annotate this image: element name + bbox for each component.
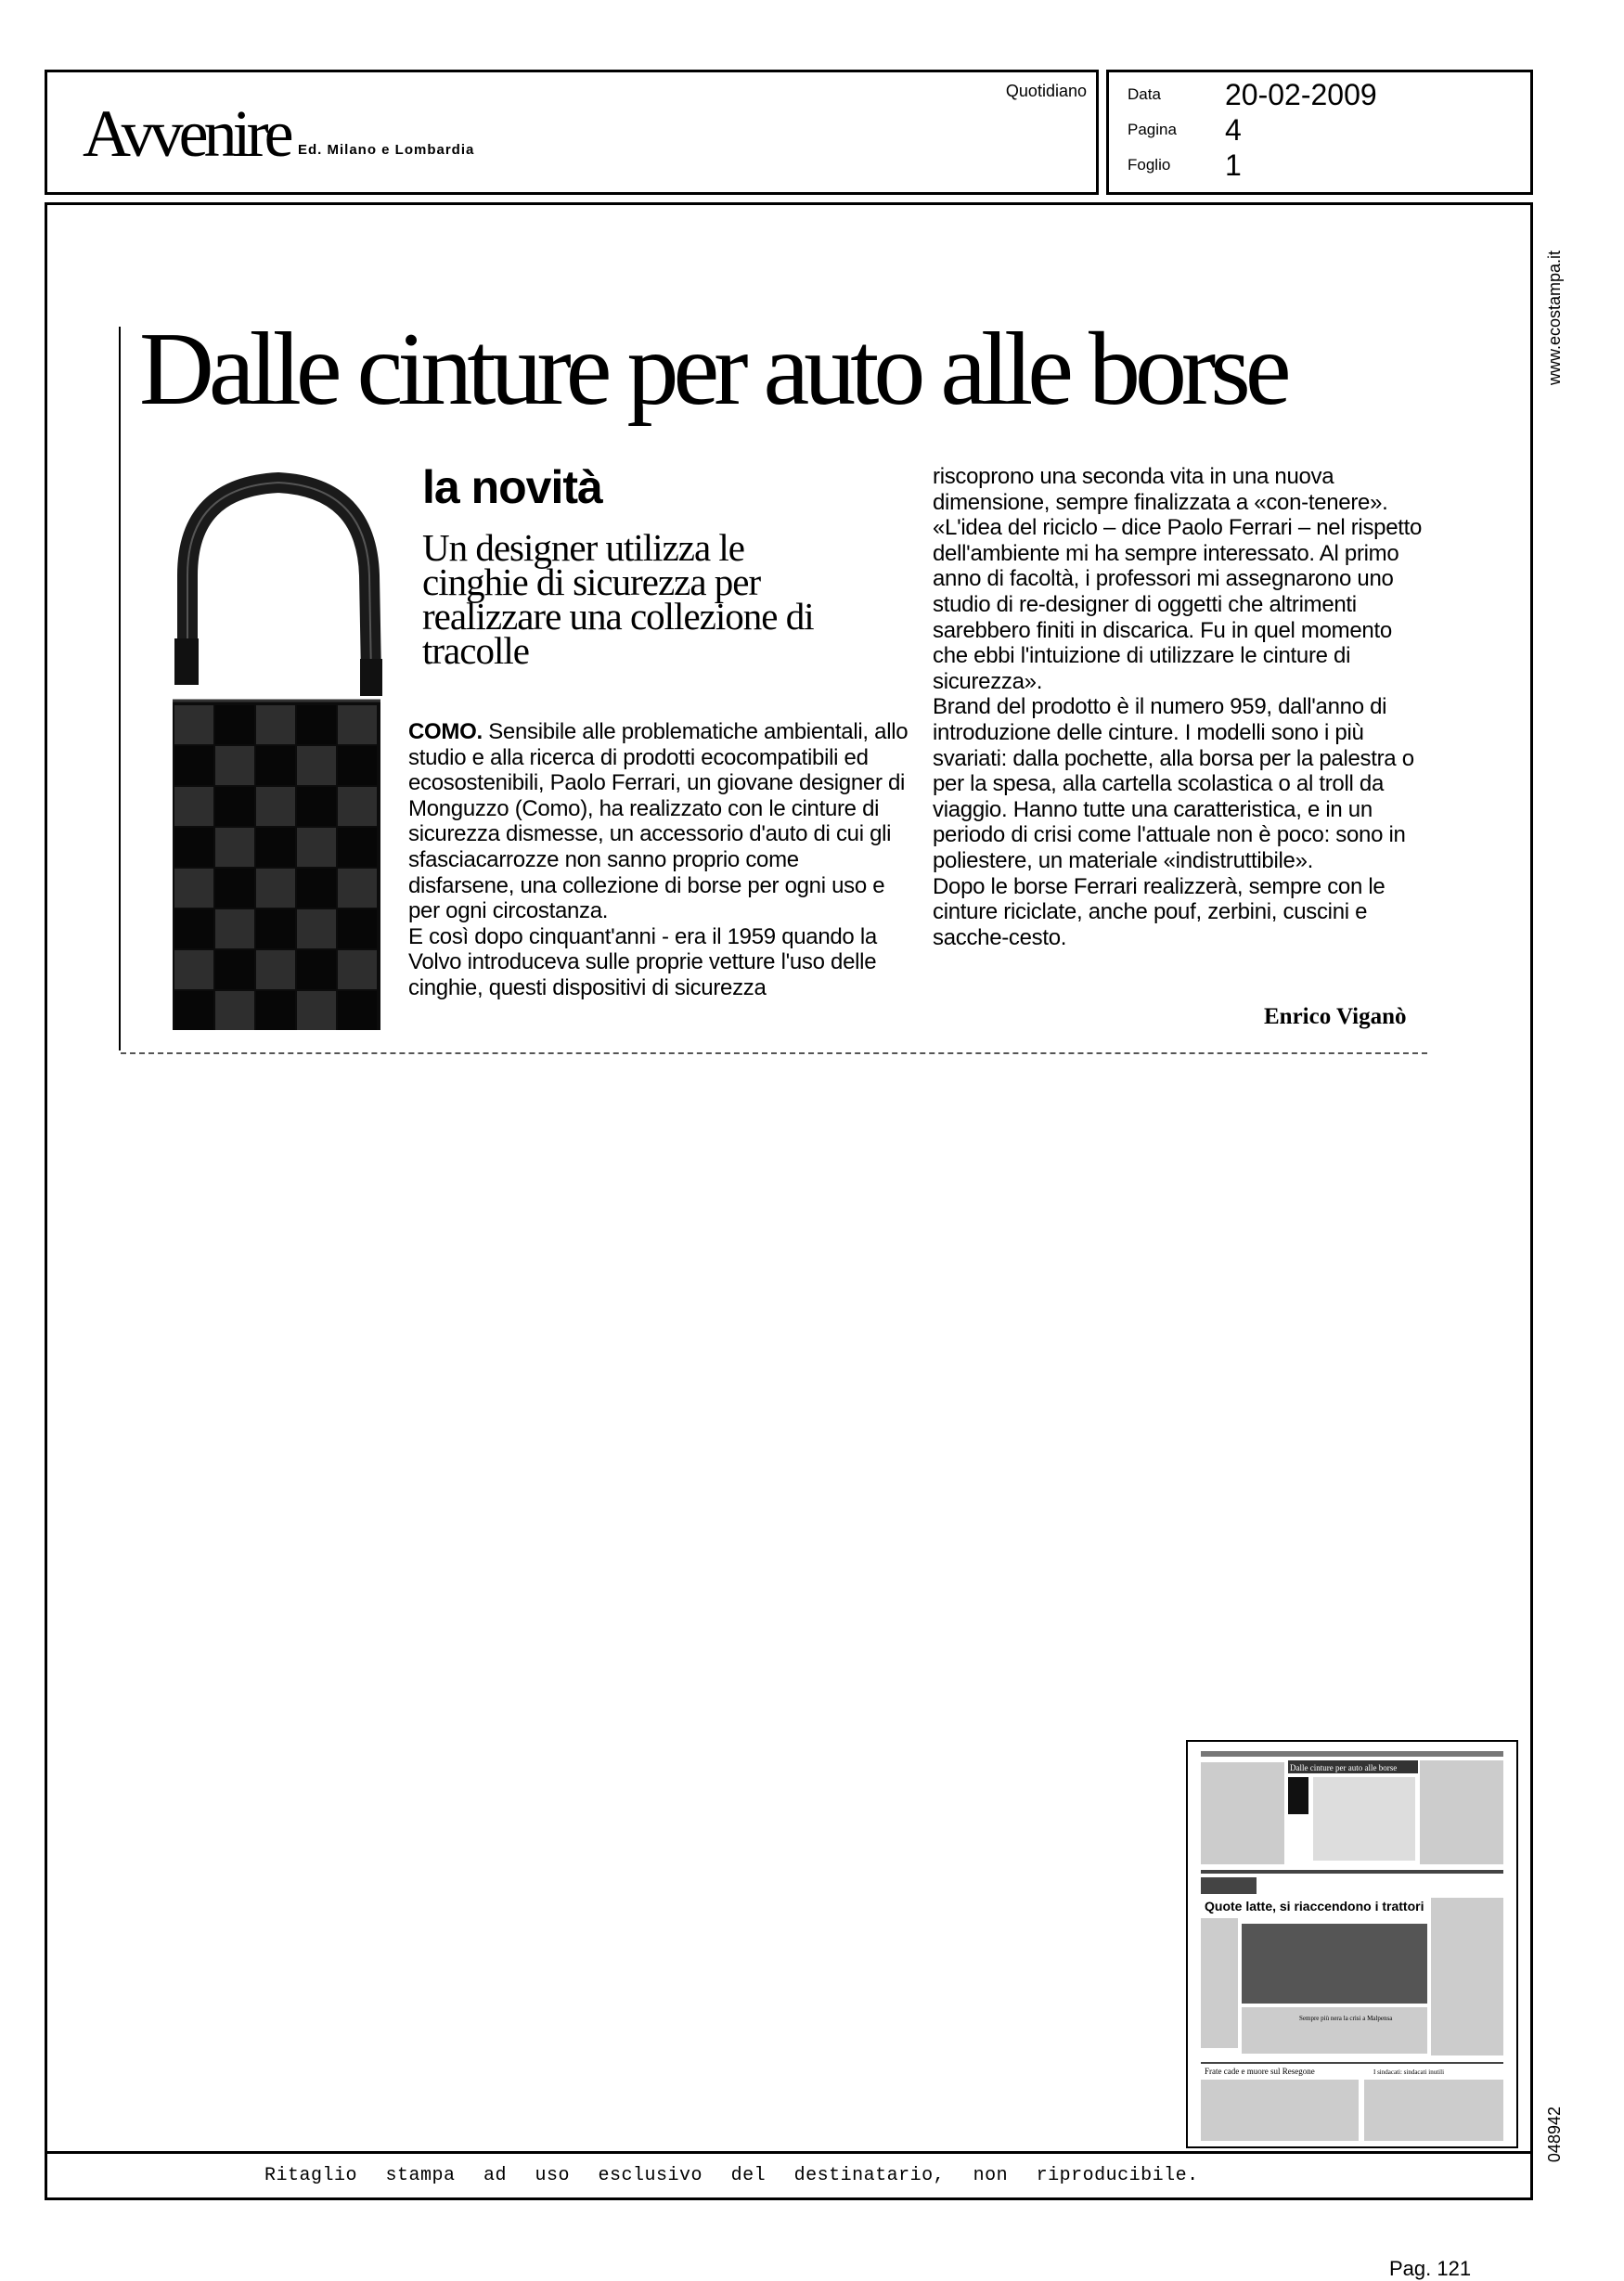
weave-cell <box>338 828 377 867</box>
weave-cell <box>215 746 254 785</box>
weave-cell <box>338 705 377 744</box>
date-value: 20-02-2009 <box>1225 78 1377 111</box>
weave-cell <box>297 787 336 826</box>
weave-cell <box>174 909 213 948</box>
weave-cell <box>256 909 295 948</box>
paragraph: riscoprono una seconda vita in una nuova dimensione, sempre finalizzata a «con-tenere». «L'idea del riciclo – dice Paolo Ferrari – nel rispetto dell'ambiente mi ha sempre interessato. Al primo anno di facoltà, i professori mi assegnarono uno studio di re-designer di oggetti che altrimenti sarebbero finiti in discarica. Fu in quel momento che ebbi l'intuizione di utilizzare le cinture di sicurezza». <box>933 464 1423 694</box>
publication-type: Quotidiano <box>1005 82 1087 100</box>
weave-cell <box>256 705 295 744</box>
disclaimer-text: Ritaglio stampa ad uso esclusivo del destinatario, non riproducibile. <box>264 2165 1199 2186</box>
author-byline: Enrico Viganò <box>1264 1004 1407 1029</box>
weave-cell <box>338 950 377 989</box>
weave-cell <box>215 991 254 1030</box>
weave-cell <box>256 869 295 908</box>
weave-cell <box>215 909 254 948</box>
article-column-1 <box>408 719 909 1001</box>
edition-label: Ed. Milano e Lombardia <box>298 142 475 158</box>
paragraph: Dopo le borse Ferrari realizzerà, sempre con le cinture riciclate, anche pouf, zerbini, cuscini e sacche-cesto. <box>933 873 1386 950</box>
article-kicker: la novità <box>422 461 602 513</box>
thumbnail-headline-5: I sindacati: sindacati inutili <box>1373 2068 1445 2076</box>
sheet-value: 1 <box>1225 148 1242 182</box>
bag-photo <box>167 464 390 1030</box>
weave-cell <box>297 869 336 908</box>
article-left-rule <box>119 327 121 1050</box>
weave-cell <box>215 787 254 826</box>
page-thumbnail <box>1186 1740 1518 2148</box>
weave-cell <box>256 787 295 826</box>
paragraph: E così dopo cinquant'anni - era il 1959 quando la Volvo introduceva sulle proprie vetture l'uso delle cinghie, questi dispositivi di sicurezza <box>408 923 877 1000</box>
sheet-label: Foglio <box>1128 156 1171 174</box>
thumbnail-graphic <box>1188 1742 1516 2146</box>
article-column-2 <box>933 464 1424 950</box>
weave-cell <box>215 950 254 989</box>
weave-cell <box>174 991 213 1030</box>
page-label: Pagina <box>1128 121 1177 138</box>
weave-cell <box>256 746 295 785</box>
weave-cell <box>174 746 213 785</box>
weave-cell <box>215 705 254 744</box>
page-number: Pag. 121 <box>1389 2257 1472 2280</box>
weave-cell <box>174 705 213 744</box>
masthead-box <box>45 70 1099 195</box>
weave-cell <box>256 991 295 1030</box>
weave-cell <box>297 828 336 867</box>
weave-cell <box>215 828 254 867</box>
dateline: COMO. <box>408 719 483 744</box>
article-bottom-rule <box>121 1052 1427 1054</box>
paragraph: Sensibile alle problematiche ambientali, allo studio e alla ricerca di prodotti ecocompatibili ed ecosostenibili, Paolo Ferrari, un giovane designer di Monguzzo (Como), ha realizzato con le cinture di sicurezza dismesse, un accessorio d'auto di cui gli sfasciacarrozze non sanno proprio come disfarsene, una collezione di borse per ogni uso e per ogni circostanza. <box>408 719 909 924</box>
date-label: Data <box>1128 85 1161 103</box>
weave-cell <box>338 991 377 1030</box>
weave-cell <box>215 869 254 908</box>
weave-cell <box>297 909 336 948</box>
weave-cell <box>338 909 377 948</box>
weave-cell <box>297 991 336 1030</box>
weave-cell <box>174 950 213 989</box>
article-subhead: Un designer utilizza le cinghie di sicurezza per realizzare una collezione di tracolle <box>422 526 814 672</box>
weave-cell <box>256 828 295 867</box>
paragraph: Brand del prodotto è il numero 959, dall'anno di introduzione delle cinture. I modelli sono i più svariati: dalla pochette, alla borsa per la palestra o per la spesa, alla cartella scolastica o al troll da viaggio. Hanno tutte una caratteristica, e in un periodo di crisi come l'attuale non è poco: sono in poliestere, un materiale «indistruttibile». <box>933 694 1414 873</box>
newspaper-logo: Avvenire <box>83 97 290 171</box>
clipping-code: 048942 <box>1545 2107 1564 2163</box>
weave-cell <box>297 950 336 989</box>
weave-cell <box>174 828 213 867</box>
weave-cell <box>338 869 377 908</box>
weave-cell <box>256 950 295 989</box>
website-label: www.ecostampa.it <box>1545 250 1564 385</box>
weave-cell <box>297 746 336 785</box>
page-value: 4 <box>1225 113 1242 147</box>
weave-cell <box>174 787 213 826</box>
weave-cell <box>338 787 377 826</box>
weave-cell <box>338 746 377 785</box>
thumbnail-headline-1: Dalle cinture per auto alle borse <box>1290 1763 1398 1772</box>
metadata-box <box>1106 70 1533 195</box>
thumbnail-headline-3: Sempre più nera la crisi a Malpensa <box>1299 2015 1393 2022</box>
weave-cell <box>297 705 336 744</box>
article-headline: Dalle cinture per auto alle borse <box>139 312 1286 427</box>
weave-cell <box>174 869 213 908</box>
thumbnail-headline-2: Quote latte, si riaccendono i trattori <box>1205 1899 1424 1914</box>
thumbnail-headline-4: Frate cade e muore sul Resegone <box>1205 2067 1315 2076</box>
